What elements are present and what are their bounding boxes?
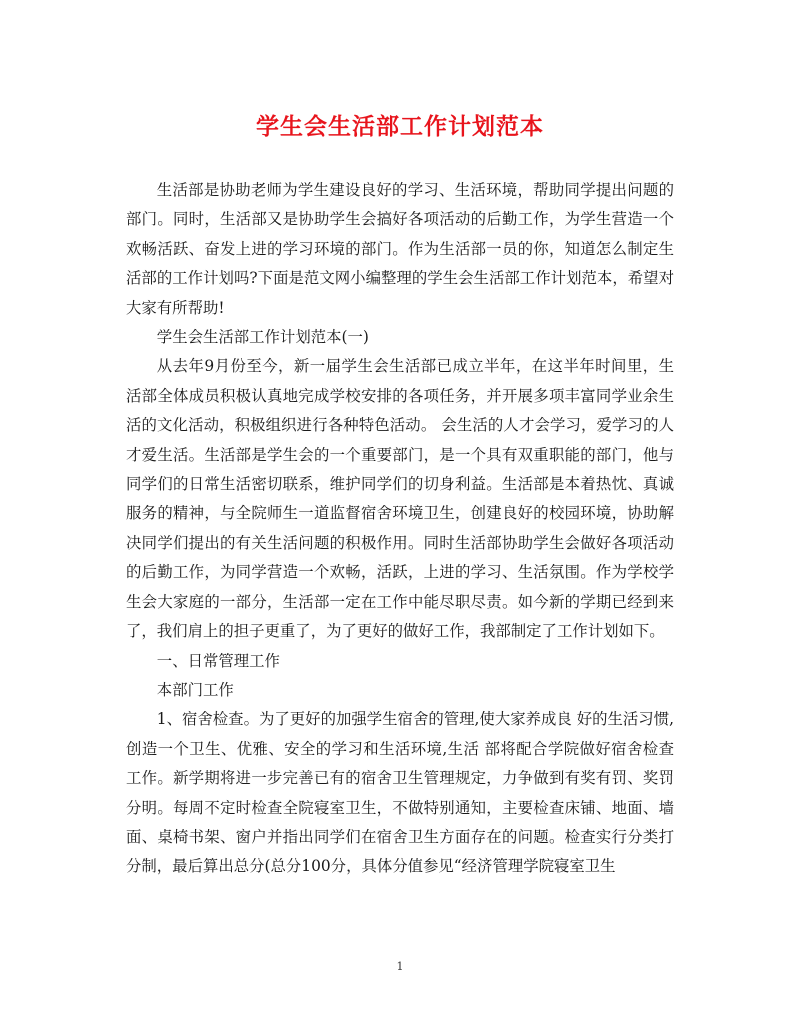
intro-paragraph: 生活部是协助老师为学生建设良好的学习、生活环境，帮助同学提出问题的部门。同时，生活部又是协助学生会搞好各项活动的后勤工作，为学生营造一个欢畅活跃、奋发上进的学习环境的部门。作为生活部一员的你，知道怎么制定生活部的工作计划吗?下面是范文网小编整理的学生会生活部工作计划范本，希望对大家有所帮助! <box>126 181 674 317</box>
subheading-department-work: 本部门工作 <box>156 680 234 699</box>
document-body <box>126 176 674 882</box>
section-heading-sample-one: 学生会生活部工作计划范本(一) <box>156 328 369 347</box>
document-title: 学生会生活部工作计划范本 <box>256 113 544 140</box>
section-heading-daily-management: 一、日常管理工作 <box>156 651 280 670</box>
page-number: 1 <box>396 960 404 973</box>
dorm-inspection-paragraph: 1、宿舍检查。为了更好的加强学生宿舍的管理,使大家养成良 好的生活习惯,创造一个卫生、优雅、安全的学习和生活环境,生活 部将配合学院做好宿舍检查工作。新学期将进一步完善已有的宿舍卫生管理规定，力争做到有奖有罚、奖罚分明。每周不定时检查全院寝室卫生，不做特别通知，主要检查床铺、地面、墙面、桌椅书架、窗户并指出同学们在宿舍卫生方面存在的问题。检查实行分类打分制，最后算出总分(总分100分，具体分值参见“经济管理学院寝室卫生 <box>126 710 674 876</box>
main-paragraph: 从去年9月份至今，新一届学生会生活部已成立半年，在这半年时间里，生活部全体成员积极认真地完成学校安排的各项任务，并开展多项丰富同学业余生活的文化活动，积极组织进行各种特色活动。 会生活的人才会学习，爱学习的人才爱生活。生活部是学生会的一个重要部门，是一个具有双重职能的部门，他与同学们的日常生活密切联系，维护同学们的切身利益。生活部是本着热忱、真诚服务的精神，与全院师生一道监督宿舍环境卫生，创建良好的校园环境，协助解决同学们提出的有关生活问题的积极作用。同时生活部协助学生会做好各项活动的后勤工作，为同学营造一个欢畅，活跃，上进的学习、生活氛围。作为学校学生会大家庭的一部分，生活部一定在工作中能尽职尽责。如今新的学期已经到来了，我们肩上的担子更重了，为了更好的做好工作，我部制定了工作计划如下。 <box>126 357 674 641</box>
